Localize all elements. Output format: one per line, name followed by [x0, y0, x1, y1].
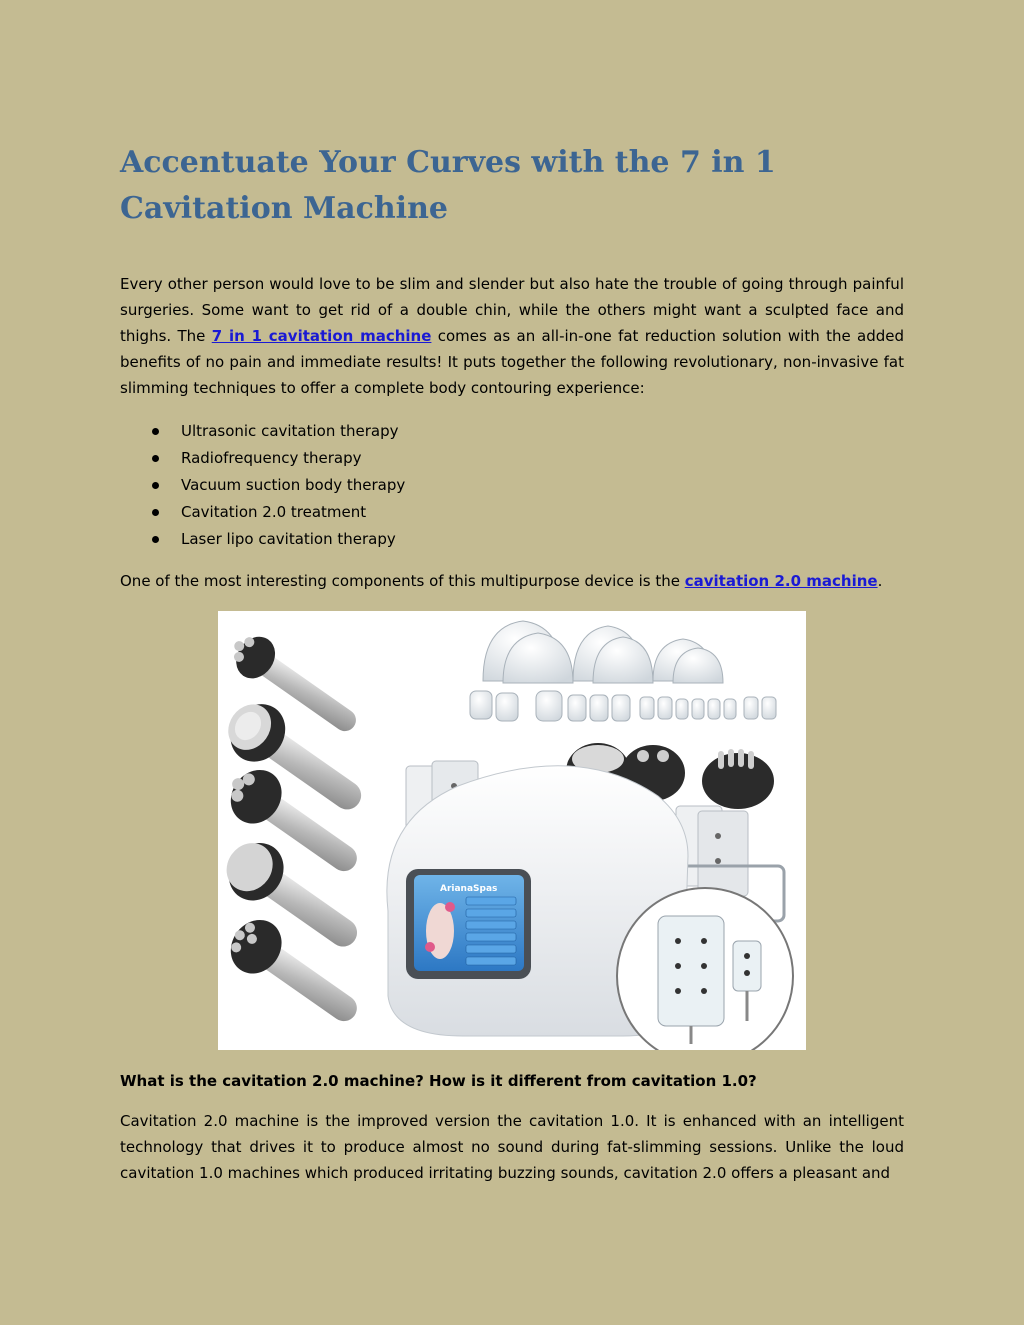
seven-in-one-machine-link[interactable]: 7 in 1 cavitation machine [211, 327, 432, 345]
section-paragraph: Cavitation 2.0 machine is the improved version the cavitation 1.0. It is enhanced with an intelligent technology that drives it to produce almost no sound during fat-slimming sessions. Unlike the loud cavitation 1.0 machines which produced irritating buzzing sounds, cavitation 2.0 offers a pleasant and [120, 1112, 904, 1182]
suction-cups [470, 621, 776, 721]
list-item: Laser lipo cavitation therapy [120, 526, 405, 553]
list-item: Ultrasonic cavitation therapy [120, 418, 405, 445]
intro-text-start: Every other person would love to be slim and slender but also hate the trouble of going through painful surgeries. Some want to get rid of a double chin, while the others might want a sculpted face and thighs. The [120, 275, 904, 345]
component-text-start: One of the most interesting components of this multipurpose device is the [120, 572, 685, 590]
intro-text-end: comes as an all-in-one fat reduction solution with the added benefits of no pain and immediate results! It puts together the following revolutionary, non-invasive fat slimming techniques to offer a complete body contouring experience: [120, 327, 905, 397]
screen-brand-text: ArianaSpas [440, 884, 498, 894]
intro-paragraph [120, 271, 904, 401]
list-item: Vacuum suction body therapy [120, 472, 405, 499]
techniques-list [120, 418, 405, 553]
cavitation-machine-link[interactable]: cavitation 2.0 machine [684, 572, 878, 590]
laser-paddle-inset [617, 888, 793, 1050]
probe-handles [218, 625, 376, 1038]
list-item: Cavitation 2.0 treatment [120, 499, 405, 526]
component-paragraph [120, 568, 904, 594]
page-title: Accentuate Your Curves with the 7 in 1 Cavitation Machine [120, 145, 776, 226]
component-text-end: . [877, 572, 883, 590]
product-image [218, 611, 806, 1050]
section-heading: What is the cavitation 2.0 machine? How is it different from cavitation 1.0? [120, 1072, 757, 1090]
list-item: Radiofrequency therapy [120, 445, 405, 472]
